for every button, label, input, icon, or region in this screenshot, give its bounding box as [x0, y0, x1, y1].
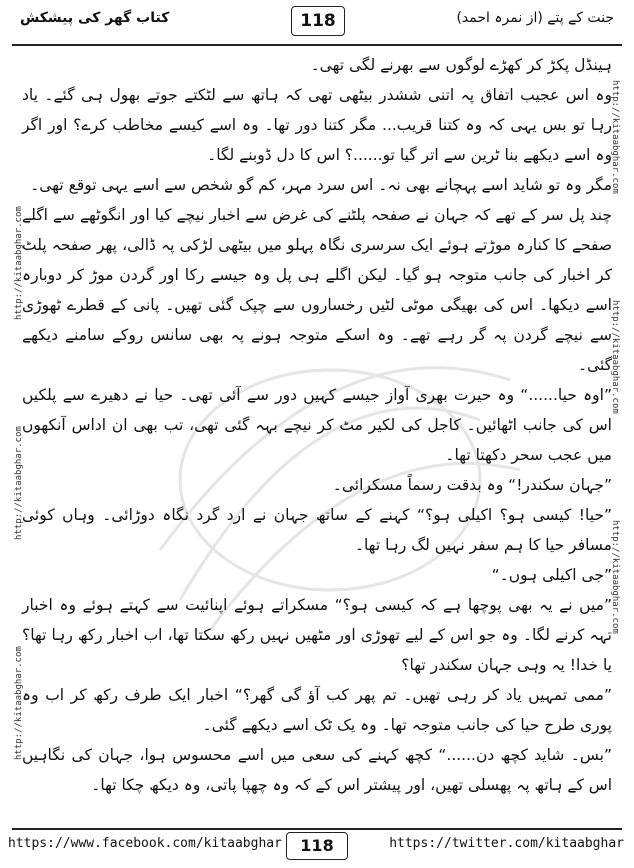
story-text [22, 50, 612, 814]
page-number-bottom: 118 [286, 832, 348, 860]
footer-divider [12, 828, 622, 830]
facebook-link[interactable]: https://www.facebook.com/kitaabghar [8, 836, 282, 851]
side-url-left-1[interactable]: http://kitaabghar.com [14, 646, 24, 760]
book-title: جنت کے پتے (از نمرہ احمد) [456, 10, 614, 26]
paragraph: چند پل سر کے تھے کہ جہان نے صفحہ پلٹنے کی غرض سے اخبار نیچے کیا اور انگوٹھے سے اگلے صفحے کا کنارہ موڑتے ہوئے ایک سرسری نگاہ پہلو میں بیٹھی لڑکی پہ ڈالی، پھر صفحہ پلٹ کر اخبار کی جانب متوجہ ہو گیا۔ لیکن اگلے ہی پل وہ جیسے رکا اور گردن موڑ کر دوبارہ اسے دیکھا۔ اس کی بھیگی موٹی لٹیں رخساروں سے چپک گئی تھیں۔ پانی کے قطرے ٹھوڑی سے نیچے گردن پہ گر رہے تھے۔ وہ اسکے متوجہ ہونے پہ بھی سانس روکے سامنے دیکھے گئی۔ [22, 206, 612, 374]
paragraph: ”بس۔ شاید کچھ دن......“ کچھ کہنے کی سعی میں اسے محسوس ہوا، جہان کی نگاہیں اس کے ہاتھ پہ پھسلی تھیں، اور پیشتر اس کے کہ وہ چھپا پاتی، وہ دیکھ چکا تھا۔ [22, 746, 612, 794]
paragraph: مگر وہ تو شاید اسے پہچانے بھی نہ۔ اس سرد مہر، کم گو شخص سے اسے یہی توقع تھی۔ [30, 176, 612, 194]
twitter-link[interactable]: https://twitter.com/kitaabghar [389, 836, 624, 851]
side-url-right-1[interactable]: http://kitaabghar.com [610, 80, 620, 194]
side-url-left-3[interactable]: http://kitaabghar.com [14, 206, 24, 320]
site-title: کتاب گھر کی پیشکش [20, 10, 170, 26]
header-divider [12, 44, 622, 46]
page-header [0, 0, 634, 44]
page-number-top: 118 [291, 6, 345, 36]
paragraph: ”جہان سکندر!“ وہ بدقت رسماً مسکرائی۔ [332, 476, 612, 494]
paragraph: ”ممی تمہیں یاد کر رہی تھیں۔ تم پھر کب آؤ گی گھر؟“ اخبار ایک طرف رکھ کر اب وہ پوری طرح حیا کی جانب متوجہ تھا۔ وہ یک ٹک اسے دیکھے گئی۔ [22, 686, 612, 734]
paragraph: ”حیا! کیسی ہو؟ اکیلی ہو؟“ کہنے کے ساتھ جہان نے ارد گرد نگاہ دوڑائی۔ وہاں کوئی مسافر حیا کا ہم سفر نہیں لگ رہا تھا۔ [22, 506, 612, 554]
paragraph: وہ اس عجیب اتفاق پہ اتنی ششدر بیٹھی تھی کہ ہاتھ سے لٹکتے جوتے بھول ہی گئے۔ یاد رہا تو بس یہی کہ وہ کتنا قریب... مگر کتنا دور تھا۔ وہ اسے کیسے مخاطب کرے؟ اور اگر وہ اسے دیکھے بنا ٹرین سے اتر گیا تو......؟ اس کا دل ڈوبنے لگا۔ [22, 86, 612, 164]
paragraph: ”جی اکیلی ہوں۔“ [491, 566, 612, 584]
side-url-right-3[interactable]: http://kitaabghar.com [610, 520, 620, 634]
side-url-left-2[interactable]: http://kitaabghar.com [14, 426, 24, 540]
paragraph: ہینڈل پکڑ کر کھڑے لوگوں سے بھرنے لگی تھی۔ [310, 56, 612, 74]
paragraph: ”میں نے یہ بھی پوچھا ہے کہ کیسی ہو؟“ مسکراتے ہوئے اپنائیت سے کہتے ہوئے وہ اخبار تہہ کرنے لگا۔ وہ جو اس کے لیے تھوڑی اور مٹھیں نہیں رکھ سکتا تھا، اب اخبار رکھ رہا تھا؟ یا خدا! یہ وہی جہان سکندر تھا؟ [22, 596, 612, 674]
paragraph: ”اوہ حیا......“ وہ حیرت بھری آواز جیسے کہیں دور سے آئی تھی۔ حیا نے دھیرے سے پلکیں اس کی جانب اٹھائیں۔ کاجل کی لکیر مٹ کر نیچے بہہ گئی تھی، تب بھی ان اداس آنکھوں میں عجب سحر دکھتا تھا۔ [22, 386, 612, 464]
side-url-right-2[interactable]: http://kitaabghar.com [610, 300, 620, 414]
